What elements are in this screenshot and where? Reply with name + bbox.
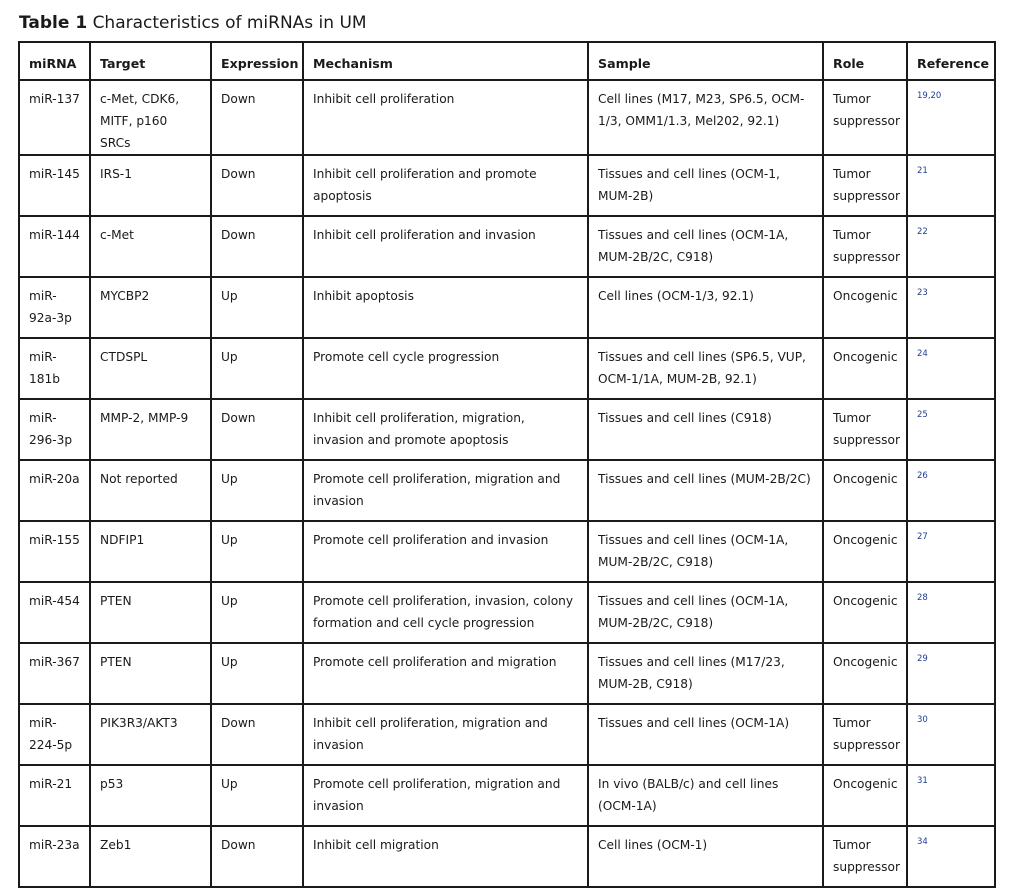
table-row [19,826,995,887]
cell-expression: Up [211,582,303,643]
cell-mirna: miR-144 [19,216,90,277]
cell-mirna: miR-181b [19,338,90,399]
cell-mechanism: Inhibit cell migration [303,826,588,887]
cell-mechanism: Inhibit cell proliferation [303,80,588,155]
table-label: Table 1 [19,13,88,33]
cell-role: Oncogenic [823,643,907,704]
cell-mechanism: Inhibit cell proliferation, migration and invasion [303,704,588,765]
cell-mirna: miR-137 [19,80,90,155]
cell-target: p53 [90,765,211,826]
table-row [19,521,995,582]
cell-sample: Cell lines (OCM-1/3, 92.1) [588,277,823,338]
table-title: Characteristics of miRNAs in UM [92,13,367,33]
cell-role: Tumor suppressor [823,826,907,887]
cell-target: PIK3R3/AKT3 [90,704,211,765]
cell-expression: Up [211,277,303,338]
table-row [19,277,995,338]
cell-role: Tumor suppressor [823,704,907,765]
cell-mirna: miR-145 [19,155,90,216]
cell-mechanism: Inhibit apoptosis [303,277,588,338]
cell-reference[interactable]: 24 [907,338,995,399]
table-body [19,80,995,887]
cell-sample: Tissues and cell lines (OCM-1A, MUM-2B/2C, C918) [588,216,823,277]
cell-reference[interactable]: 27 [907,521,995,582]
cell-mechanism: Promote cell proliferation, migration and invasion [303,460,588,521]
cell-mechanism: Inhibit cell proliferation and invasion [303,216,588,277]
header-mirna: miRNA [19,42,90,80]
cell-mirna: miR-296-3p [19,399,90,460]
cell-expression: Up [211,643,303,704]
cell-target: MMP-2, MMP-9 [90,399,211,460]
cell-target: c-Met, CDK6, MITF, p160 SRCs [90,80,211,155]
cell-expression: Up [211,460,303,521]
cell-role: Tumor suppressor [823,216,907,277]
cell-mechanism: Promote cell proliferation and invasion [303,521,588,582]
cell-expression: Down [211,155,303,216]
cell-sample: Tissues and cell lines (OCM-1A) [588,704,823,765]
cell-target: IRS-1 [90,155,211,216]
cell-expression: Up [211,765,303,826]
header-reference: Reference [907,42,995,80]
cell-target: Zeb1 [90,826,211,887]
cell-sample: Tissues and cell lines (M17/23, MUM-2B, C918) [588,643,823,704]
cell-sample: Tissues and cell lines (OCM-1, MUM-2B) [588,155,823,216]
cell-reference[interactable]: 22 [907,216,995,277]
cell-mechanism: Promote cell cycle progression [303,338,588,399]
header-role: Role [823,42,907,80]
cell-role: Oncogenic [823,521,907,582]
header-row [19,42,995,80]
cell-role: Oncogenic [823,765,907,826]
cell-role: Tumor suppressor [823,399,907,460]
cell-reference[interactable]: 21 [907,155,995,216]
cell-mechanism: Promote cell proliferation and migration [303,643,588,704]
cell-sample: Tissues and cell lines (C918) [588,399,823,460]
cell-target: NDFIP1 [90,521,211,582]
table-caption [19,12,367,34]
cell-mechanism: Promote cell proliferation, migration and invasion [303,765,588,826]
header-expression: Expression [211,42,303,80]
cell-mechanism: Inhibit cell proliferation and promote apoptosis [303,155,588,216]
cell-sample: Tissues and cell lines (OCM-1A, MUM-2B/2C, C918) [588,521,823,582]
cell-mirna: miR-21 [19,765,90,826]
cell-expression: Down [211,216,303,277]
cell-expression: Down [211,399,303,460]
cell-role: Tumor suppressor [823,80,907,155]
table-row [19,338,995,399]
header-sample: Sample [588,42,823,80]
cell-reference[interactable]: 30 [907,704,995,765]
cell-target: PTEN [90,582,211,643]
cell-role: Oncogenic [823,338,907,399]
cell-reference[interactable]: 25 [907,399,995,460]
cell-expression: Down [211,80,303,155]
mirna-table [18,41,996,888]
table-row [19,704,995,765]
cell-mirna: miR-23a [19,826,90,887]
cell-reference[interactable]: 23 [907,277,995,338]
cell-mechanism: Inhibit cell proliferation, migration, invasion and promote apoptosis [303,399,588,460]
cell-mirna: miR-155 [19,521,90,582]
cell-role: Oncogenic [823,460,907,521]
table-row [19,582,995,643]
cell-target: c-Met [90,216,211,277]
cell-mirna: miR-92a-3p [19,277,90,338]
cell-sample: Tissues and cell lines (MUM-2B/2C) [588,460,823,521]
cell-reference[interactable]: 34 [907,826,995,887]
cell-sample: Tissues and cell lines (OCM-1A, MUM-2B/2C, C918) [588,582,823,643]
cell-reference[interactable]: 28 [907,582,995,643]
cell-mechanism: Promote cell proliferation, invasion, colony formation and cell cycle progression [303,582,588,643]
cell-sample: Tissues and cell lines (SP6.5, VUP, OCM-1/1A, MUM-2B, 92.1) [588,338,823,399]
cell-mirna: miR-367 [19,643,90,704]
cell-role: Tumor suppressor [823,155,907,216]
table-row [19,765,995,826]
cell-reference[interactable]: 31 [907,765,995,826]
cell-role: Oncogenic [823,582,907,643]
cell-target: Not reported [90,460,211,521]
cell-mirna: miR-454 [19,582,90,643]
cell-reference[interactable]: 26 [907,460,995,521]
cell-reference[interactable]: 19,20 [907,80,995,155]
cell-sample: Cell lines (OCM-1) [588,826,823,887]
header-mechanism: Mechanism [303,42,588,80]
table-row [19,460,995,521]
header-target: Target [90,42,211,80]
cell-mirna: miR-224-5p [19,704,90,765]
table-row [19,643,995,704]
cell-role: Oncogenic [823,277,907,338]
table-row [19,399,995,460]
table-row [19,155,995,216]
cell-sample: In vivo (BALB/c) and cell lines (OCM-1A) [588,765,823,826]
table-row [19,216,995,277]
cell-sample: Cell lines (M17, M23, SP6.5, OCM-1/3, OMM1/1.3, Mel202, 92.1) [588,80,823,155]
cell-expression: Down [211,826,303,887]
cell-target: CTDSPL [90,338,211,399]
table-row [19,80,995,155]
cell-target: MYCBP2 [90,277,211,338]
cell-expression: Up [211,338,303,399]
cell-target: PTEN [90,643,211,704]
cell-expression: Up [211,521,303,582]
cell-expression: Down [211,704,303,765]
cell-mirna: miR-20a [19,460,90,521]
cell-reference[interactable]: 29 [907,643,995,704]
